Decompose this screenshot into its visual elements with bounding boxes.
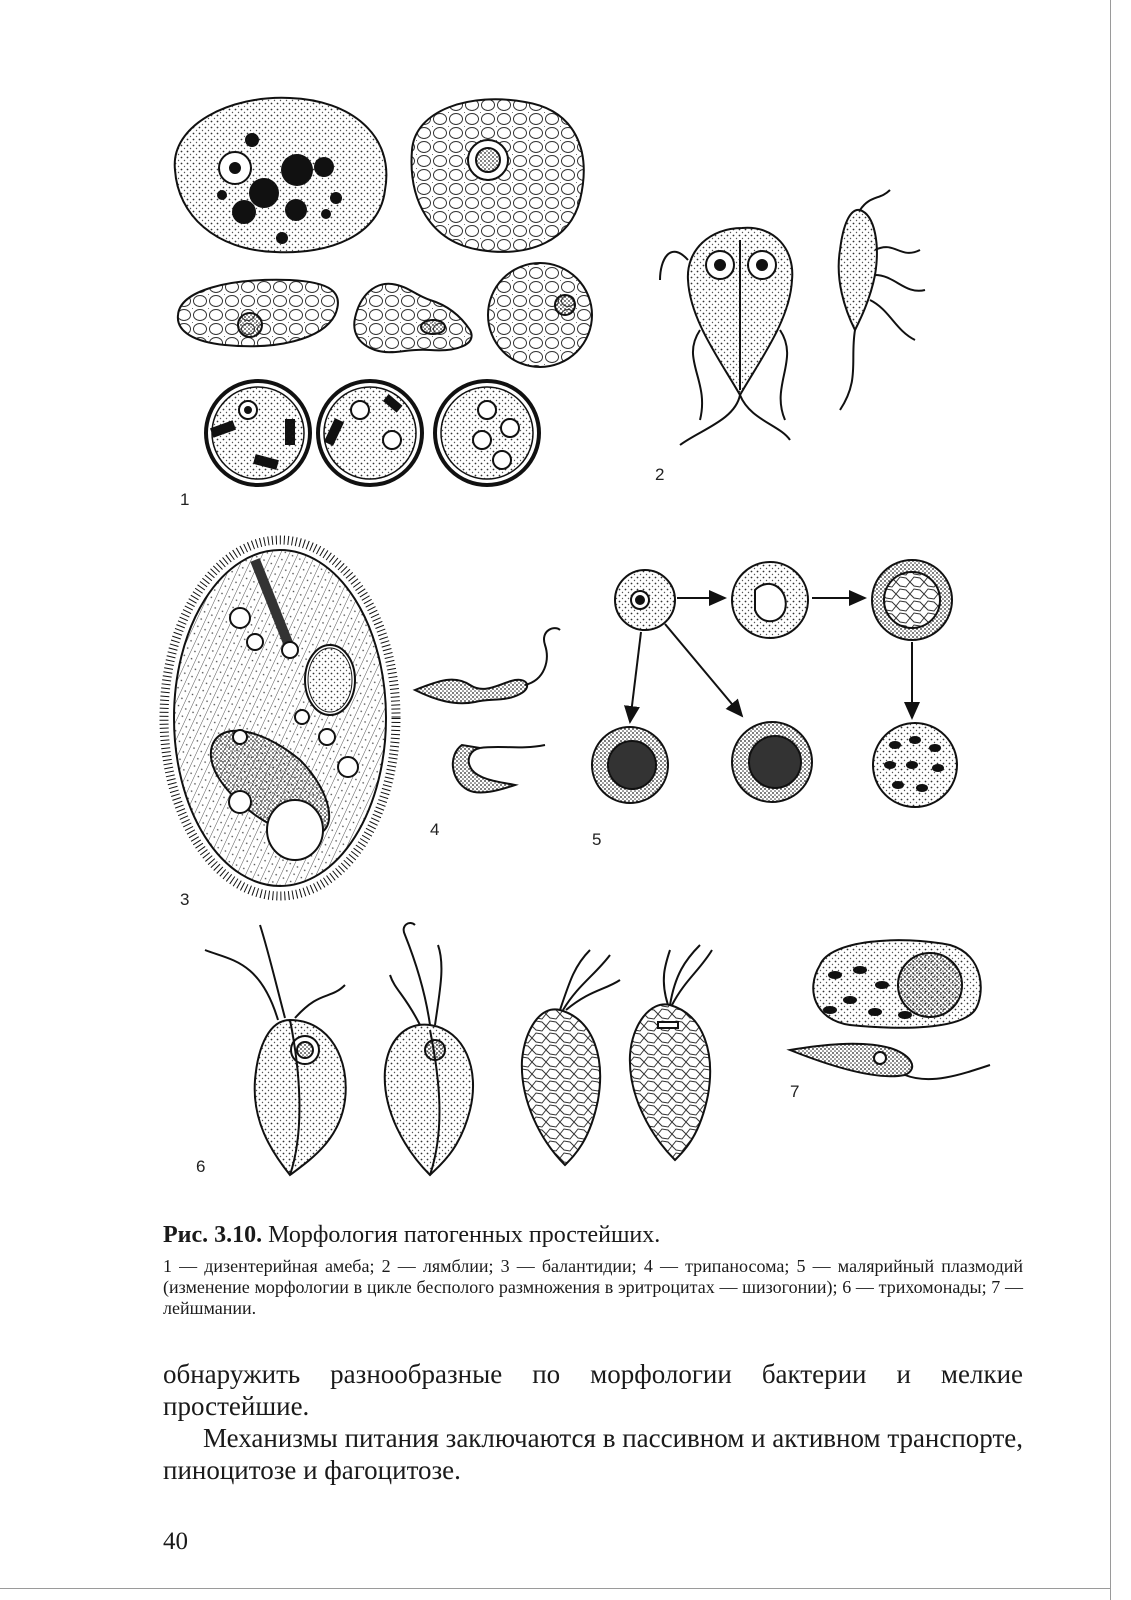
page-number: 40 — [163, 1528, 188, 1555]
amoeba-cell-5 — [488, 263, 592, 367]
body-text — [163, 1358, 1023, 1486]
amoeba-group — [175, 98, 592, 485]
trypanosoma-cell-1 — [415, 680, 527, 704]
page-edge-bottom — [0, 1588, 1111, 1589]
figure-label-2: 2 — [655, 465, 665, 484]
trichomonas-cell-3 — [522, 1009, 600, 1165]
giardia-group — [660, 190, 925, 445]
giardia-side-cell — [839, 210, 877, 330]
figure-label-1: 1 — [180, 490, 190, 509]
trypanosoma-cell-2 — [453, 745, 515, 793]
page-edge-right — [1110, 0, 1111, 1600]
figure-label-6: 6 — [196, 1157, 206, 1176]
amoeba-cysts — [206, 381, 539, 485]
figure-label-4: 4 — [430, 820, 440, 839]
caption-title — [163, 1220, 1023, 1250]
protozoa-figure — [150, 85, 1020, 1210]
paragraph-2: Механизмы питания заключаются в пассивном и активном транспорте, пиноцитозе и фагоцитозе. — [163, 1423, 1023, 1485]
caption-title-text: Морфология патогенных простейших. — [268, 1222, 661, 1248]
paragraph-1: обнаружить разнообразные по морфологии бактерии и мелкие простейшие. — [163, 1359, 1023, 1421]
trichomonas-group — [205, 923, 712, 1175]
amoeba-cell-4 — [354, 284, 471, 352]
leishmania-group — [790, 940, 990, 1079]
figure-label-3: 3 — [180, 890, 190, 909]
caption-legend: 1 — дизентерийная амеба; 2 — лямблии; 3 — балантидии; 4 — трипаносома; 5 — малярийный плазмодий (изменение морфологии в цикле бесполого размножения в эритроцитах — шизогонии); 6 — трихомонады; 7 — лейшмании. — [163, 1256, 1023, 1318]
leishmania-promastigote — [790, 1044, 912, 1076]
trypanosoma-group — [415, 628, 560, 792]
balantidium-group — [164, 540, 396, 896]
amoeba-cell-1 — [175, 98, 387, 252]
figure-label-7: 7 — [790, 1082, 800, 1101]
caption-figure-number: Рис. 3.10. — [163, 1222, 263, 1248]
plasmodium-group — [592, 560, 957, 807]
figure-caption — [163, 1220, 1023, 1319]
figure-label-5: 5 — [592, 830, 602, 849]
amoeba-cell-3 — [178, 280, 338, 346]
